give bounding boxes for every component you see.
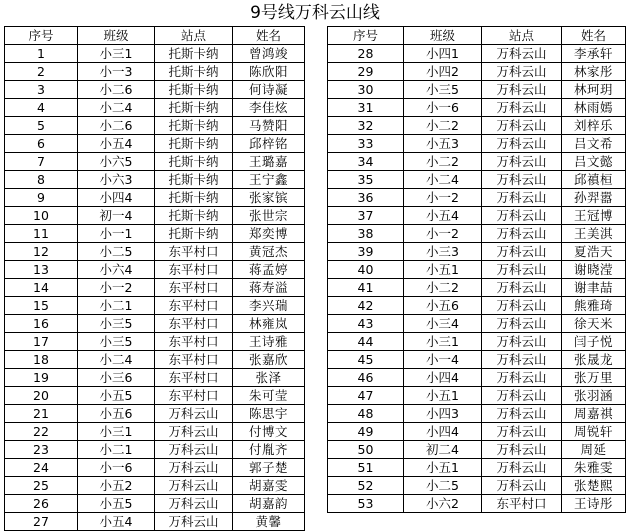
table-row (328, 279, 626, 297)
cell-class: 小二2 (404, 279, 482, 297)
cell-index: 52 (328, 477, 404, 495)
cell-name: 王冠博 (562, 207, 626, 225)
cell-station: 万科云山 (482, 387, 562, 405)
cell-name: 周嘉祺 (562, 405, 626, 423)
cell-station: 万科云山 (482, 351, 562, 369)
cell-station: 东平村口 (155, 351, 233, 369)
cell-station: 托斯卡纳 (155, 81, 233, 99)
header-index: 序号 (5, 27, 78, 45)
cell-name: 王宁鑫 (233, 171, 305, 189)
cell-station: 托斯卡纳 (155, 225, 233, 243)
cell-index: 19 (5, 369, 78, 387)
table-row (5, 81, 305, 99)
cell-station: 东平村口 (155, 369, 233, 387)
cell-name: 黄冠杰 (233, 243, 305, 261)
cell-station: 万科云山 (155, 513, 233, 531)
cell-class: 小一4 (404, 351, 482, 369)
cell-index: 35 (328, 171, 404, 189)
cell-class: 小二4 (78, 351, 155, 369)
cell-index: 30 (328, 81, 404, 99)
cell-name: 谢聿喆 (562, 279, 626, 297)
cell-name: 郑奕博 (233, 225, 305, 243)
table-row (328, 333, 626, 351)
cell-index: 40 (328, 261, 404, 279)
cell-index: 29 (328, 63, 404, 81)
cell-index: 24 (5, 459, 78, 477)
table-row (5, 297, 305, 315)
cell-name: 张泽 (233, 369, 305, 387)
cell-station: 万科云山 (155, 405, 233, 423)
cell-class: 小二6 (78, 117, 155, 135)
table-row (328, 387, 626, 405)
cell-station: 万科云山 (482, 117, 562, 135)
cell-index: 42 (328, 297, 404, 315)
table-row (5, 423, 305, 441)
cell-index: 1 (5, 45, 78, 63)
cell-index: 32 (328, 117, 404, 135)
cell-class: 小五1 (404, 387, 482, 405)
cell-class: 小二6 (78, 81, 155, 99)
cell-class: 小六4 (78, 261, 155, 279)
cell-station: 托斯卡纳 (155, 189, 233, 207)
header-row (328, 27, 626, 45)
cell-name: 朱可莹 (233, 387, 305, 405)
cell-station: 万科云山 (155, 423, 233, 441)
cell-index: 50 (328, 441, 404, 459)
table-row (328, 495, 626, 513)
cell-index: 15 (5, 297, 78, 315)
table-row (5, 441, 305, 459)
table-row (5, 495, 305, 513)
table-row (328, 189, 626, 207)
cell-name: 林家彤 (562, 63, 626, 81)
cell-class: 小二1 (78, 441, 155, 459)
table-row (328, 423, 626, 441)
table-row (328, 315, 626, 333)
cell-station: 万科云山 (155, 441, 233, 459)
header-station: 站点 (482, 27, 562, 45)
cell-name: 王诗彤 (562, 495, 626, 513)
cell-station: 东平村口 (155, 279, 233, 297)
cell-index: 12 (5, 243, 78, 261)
cell-class: 小二2 (404, 117, 482, 135)
cell-name: 夏浩天 (562, 243, 626, 261)
cell-station: 万科云山 (482, 405, 562, 423)
table-row (328, 369, 626, 387)
cell-class: 小四4 (78, 189, 155, 207)
cell-station: 万科云山 (482, 441, 562, 459)
cell-index: 8 (5, 171, 78, 189)
cell-name: 付胤齐 (233, 441, 305, 459)
cell-name: 张晟龙 (562, 351, 626, 369)
cell-station: 万科云山 (482, 99, 562, 117)
table-row (5, 45, 305, 63)
table-row (328, 441, 626, 459)
table-row (328, 405, 626, 423)
cell-index: 36 (328, 189, 404, 207)
table-row (5, 279, 305, 297)
cell-name: 林珂玥 (562, 81, 626, 99)
cell-index: 2 (5, 63, 78, 81)
cell-name: 邱梓铭 (233, 135, 305, 153)
header-class: 班级 (404, 27, 482, 45)
cell-station: 万科云山 (482, 279, 562, 297)
cell-station: 万科云山 (482, 45, 562, 63)
cell-station: 托斯卡纳 (155, 153, 233, 171)
cell-class: 小六5 (78, 153, 155, 171)
cell-index: 43 (328, 315, 404, 333)
cell-name: 付博文 (233, 423, 305, 441)
cell-name: 孙羿嚣 (562, 189, 626, 207)
cell-station: 万科云山 (482, 333, 562, 351)
cell-station: 万科云山 (482, 81, 562, 99)
table-row (5, 117, 305, 135)
cell-station: 托斯卡纳 (155, 117, 233, 135)
header-index: 序号 (328, 27, 404, 45)
cell-index: 3 (5, 81, 78, 99)
cell-name: 蒋孟婷 (233, 261, 305, 279)
table-row (5, 513, 305, 531)
cell-index: 18 (5, 351, 78, 369)
cell-class: 小四4 (404, 369, 482, 387)
cell-index: 37 (328, 207, 404, 225)
cell-class: 小四2 (404, 63, 482, 81)
cell-class: 小五6 (78, 405, 155, 423)
cell-index: 21 (5, 405, 78, 423)
cell-name: 刘梓乐 (562, 117, 626, 135)
cell-name: 林雍岚 (233, 315, 305, 333)
cell-class: 小三5 (404, 81, 482, 99)
cell-name: 李佳炫 (233, 99, 305, 117)
cell-station: 东平村口 (155, 261, 233, 279)
cell-class: 初一4 (78, 207, 155, 225)
cell-station: 万科云山 (482, 243, 562, 261)
cell-station: 万科云山 (155, 477, 233, 495)
roster-table-right (327, 26, 626, 513)
cell-class: 小五4 (78, 135, 155, 153)
table-row (328, 81, 626, 99)
cell-name: 吕文希 (562, 135, 626, 153)
header-row (5, 27, 305, 45)
cell-class: 小二1 (78, 297, 155, 315)
cell-class: 小一2 (404, 189, 482, 207)
cell-index: 41 (328, 279, 404, 297)
cell-name: 曾鸿竣 (233, 45, 305, 63)
cell-index: 53 (328, 495, 404, 513)
cell-class: 小一1 (78, 225, 155, 243)
cell-station: 万科云山 (482, 189, 562, 207)
table-row (328, 459, 626, 477)
cell-station: 万科云山 (482, 63, 562, 81)
cell-station: 东平村口 (155, 333, 233, 351)
cell-station: 万科云山 (482, 369, 562, 387)
cell-name: 朱雅雯 (562, 459, 626, 477)
cell-index: 22 (5, 423, 78, 441)
cell-name: 王美淇 (562, 225, 626, 243)
cell-station: 托斯卡纳 (155, 171, 233, 189)
cell-name: 陈欣阳 (233, 63, 305, 81)
table-row (5, 351, 305, 369)
table-row (5, 459, 305, 477)
cell-class: 小一6 (78, 459, 155, 477)
cell-name: 周锐轩 (562, 423, 626, 441)
cell-class: 小五1 (404, 459, 482, 477)
cell-name: 何诗凝 (233, 81, 305, 99)
cell-name: 黄馨 (233, 513, 305, 531)
table-row (5, 225, 305, 243)
cell-class: 小六3 (78, 171, 155, 189)
cell-index: 20 (5, 387, 78, 405)
cell-station: 万科云山 (482, 477, 562, 495)
cell-name: 周延 (562, 441, 626, 459)
table-row (5, 207, 305, 225)
table-row (5, 135, 305, 153)
cell-index: 9 (5, 189, 78, 207)
cell-station: 万科云山 (482, 153, 562, 171)
cell-station: 万科云山 (482, 315, 562, 333)
cell-index: 10 (5, 207, 78, 225)
cell-name: 李承轩 (562, 45, 626, 63)
cell-name: 徐天米 (562, 315, 626, 333)
cell-class: 小二5 (78, 243, 155, 261)
cell-name: 吕文懿 (562, 153, 626, 171)
cell-station: 托斯卡纳 (155, 63, 233, 81)
cell-name: 张嘉欣 (233, 351, 305, 369)
cell-index: 44 (328, 333, 404, 351)
cell-name: 王璐嘉 (233, 153, 305, 171)
cell-station: 托斯卡纳 (155, 135, 233, 153)
cell-class: 小四3 (404, 405, 482, 423)
cell-index: 48 (328, 405, 404, 423)
table-row (328, 207, 626, 225)
header-class: 班级 (78, 27, 155, 45)
cell-class: 初二4 (404, 441, 482, 459)
cell-station: 万科云山 (482, 171, 562, 189)
cell-index: 39 (328, 243, 404, 261)
cell-index: 31 (328, 99, 404, 117)
table-row (328, 63, 626, 81)
table-row (5, 387, 305, 405)
cell-class: 小四4 (404, 423, 482, 441)
table-row (328, 45, 626, 63)
header-name: 姓名 (562, 27, 626, 45)
cell-station: 万科云山 (482, 297, 562, 315)
cell-station: 万科云山 (482, 135, 562, 153)
header-name: 姓名 (233, 27, 305, 45)
cell-name: 邱禛桓 (562, 171, 626, 189)
cell-class: 小三1 (404, 333, 482, 351)
cell-name: 马赞阳 (233, 117, 305, 135)
cell-class: 小五5 (78, 495, 155, 513)
cell-station: 东平村口 (155, 243, 233, 261)
cell-index: 17 (5, 333, 78, 351)
cell-index: 23 (5, 441, 78, 459)
cell-index: 46 (328, 369, 404, 387)
cell-name: 陈思宇 (233, 405, 305, 423)
cell-station: 万科云山 (482, 225, 562, 243)
cell-index: 11 (5, 225, 78, 243)
cell-index: 7 (5, 153, 78, 171)
cell-class: 小三4 (404, 315, 482, 333)
table-row (328, 153, 626, 171)
cell-index: 26 (5, 495, 78, 513)
cell-class: 小三5 (78, 315, 155, 333)
cell-name: 林雨嫣 (562, 99, 626, 117)
cell-class: 小三1 (78, 423, 155, 441)
cell-class: 小一2 (404, 225, 482, 243)
table-row (5, 315, 305, 333)
cell-class: 小五4 (404, 207, 482, 225)
cell-index: 45 (328, 351, 404, 369)
table-row (328, 351, 626, 369)
cell-class: 小三3 (404, 243, 482, 261)
cell-name: 谢晓滢 (562, 261, 626, 279)
table-row (328, 171, 626, 189)
table-row (328, 117, 626, 135)
cell-class: 小二4 (78, 99, 155, 117)
cell-name: 郭子楚 (233, 459, 305, 477)
cell-class: 小三5 (78, 333, 155, 351)
cell-class: 小五4 (78, 513, 155, 531)
table-row (328, 99, 626, 117)
cell-index: 34 (328, 153, 404, 171)
cell-station: 万科云山 (482, 261, 562, 279)
cell-station: 万科云山 (155, 495, 233, 513)
cell-name: 李兴瑞 (233, 297, 305, 315)
cell-station: 东平村口 (155, 387, 233, 405)
cell-station: 东平村口 (155, 315, 233, 333)
table-row (5, 189, 305, 207)
cell-station: 万科云山 (482, 459, 562, 477)
cell-class: 小二2 (404, 153, 482, 171)
cell-station: 托斯卡纳 (155, 207, 233, 225)
cell-name: 熊雅琦 (562, 297, 626, 315)
table-row (5, 369, 305, 387)
cell-index: 47 (328, 387, 404, 405)
cell-station: 东平村口 (482, 495, 562, 513)
table-row (5, 477, 305, 495)
cell-name: 王诗雅 (233, 333, 305, 351)
cell-index: 25 (5, 477, 78, 495)
cell-class: 小五6 (404, 297, 482, 315)
cell-class: 小五2 (78, 477, 155, 495)
page-title: 9号线万科云山线 (250, 3, 380, 23)
cell-station: 东平村口 (155, 297, 233, 315)
cell-name: 胡嘉雯 (233, 477, 305, 495)
table-row (5, 243, 305, 261)
cell-index: 6 (5, 135, 78, 153)
cell-class: 小六2 (404, 495, 482, 513)
cell-index: 16 (5, 315, 78, 333)
cell-class: 小一6 (404, 99, 482, 117)
table-row (5, 333, 305, 351)
header-station: 站点 (155, 27, 233, 45)
table-row (328, 243, 626, 261)
cell-name: 张家镔 (233, 189, 305, 207)
cell-name: 闫子悦 (562, 333, 626, 351)
table-row (5, 405, 305, 423)
cell-class: 小五5 (78, 387, 155, 405)
table-row (328, 225, 626, 243)
cell-index: 27 (5, 513, 78, 531)
table-row (5, 63, 305, 81)
cell-class: 小四1 (404, 45, 482, 63)
cell-index: 5 (5, 117, 78, 135)
table-row (5, 261, 305, 279)
cell-station: 万科云山 (155, 459, 233, 477)
cell-name: 胡嘉韵 (233, 495, 305, 513)
cell-index: 49 (328, 423, 404, 441)
table-row (328, 297, 626, 315)
cell-name: 张世宗 (233, 207, 305, 225)
cell-name: 张楚熙 (562, 477, 626, 495)
cell-name: 张万里 (562, 369, 626, 387)
cell-class: 小三1 (78, 45, 155, 63)
cell-index: 14 (5, 279, 78, 297)
cell-index: 38 (328, 225, 404, 243)
cell-station: 万科云山 (482, 423, 562, 441)
table-row (5, 99, 305, 117)
cell-class: 小二4 (404, 171, 482, 189)
cell-class: 小一3 (78, 63, 155, 81)
cell-station: 托斯卡纳 (155, 45, 233, 63)
cell-index: 33 (328, 135, 404, 153)
cell-name: 张羽涵 (562, 387, 626, 405)
cell-station: 托斯卡纳 (155, 99, 233, 117)
roster-table-left (4, 26, 305, 531)
table-row (5, 171, 305, 189)
cell-index: 51 (328, 459, 404, 477)
table-row (328, 477, 626, 495)
cell-class: 小一2 (78, 279, 155, 297)
table-row (5, 153, 305, 171)
cell-class: 小五3 (404, 135, 482, 153)
table-row (328, 261, 626, 279)
cell-class: 小三6 (78, 369, 155, 387)
cell-index: 4 (5, 99, 78, 117)
cell-index: 28 (328, 45, 404, 63)
cell-index: 13 (5, 261, 78, 279)
cell-class: 小二5 (404, 477, 482, 495)
cell-name: 蒋寿溢 (233, 279, 305, 297)
table-row (328, 135, 626, 153)
cell-class: 小五1 (404, 261, 482, 279)
cell-station: 万科云山 (482, 207, 562, 225)
